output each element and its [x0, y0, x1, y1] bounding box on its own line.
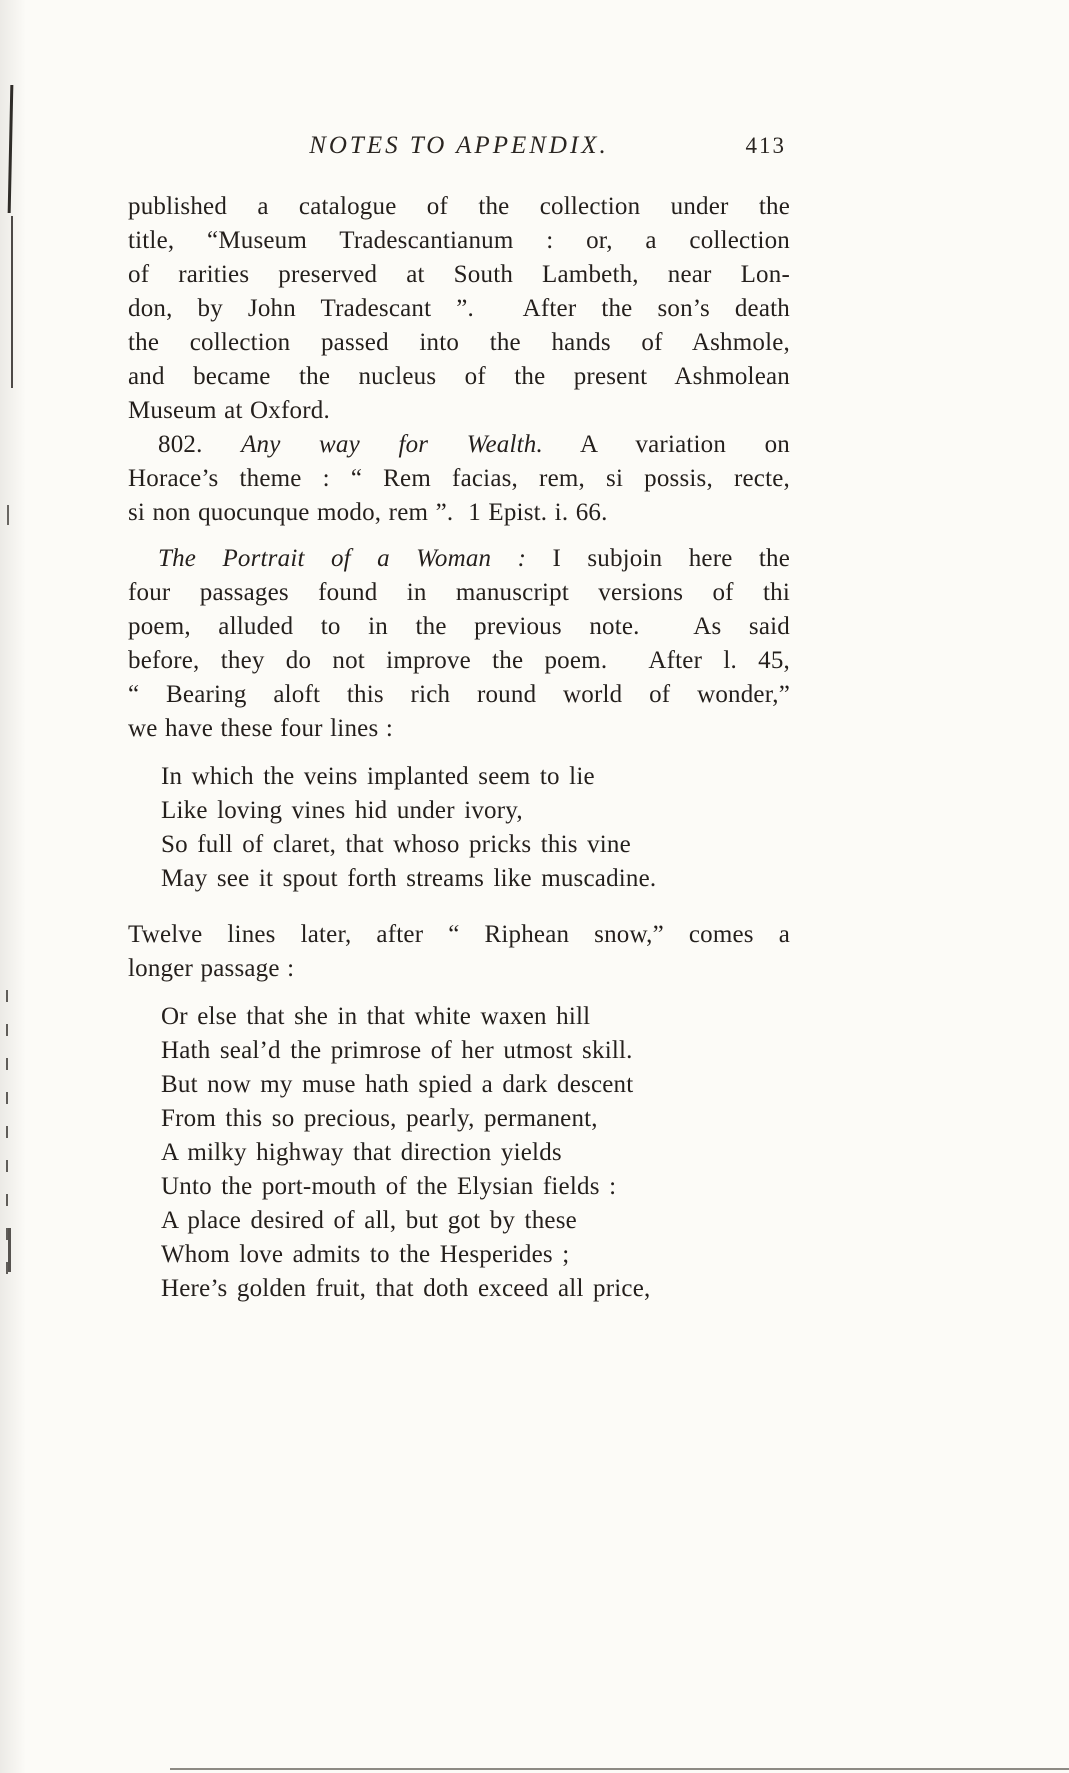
text-line: Twelve lines later, after “ Riphean snow,” comes a [128, 921, 790, 948]
scan-artifact [6, 990, 8, 1280]
scan-artifact [8, 1228, 11, 1272]
text-line: before, they do not improve the poem. After l. 45, [128, 647, 790, 674]
text-segment: A variation on [542, 431, 791, 458]
text-line: poem, alluded to in the previous note. As said [128, 613, 790, 640]
verse-line: So full of claret, that whoso pricks this vine [161, 831, 631, 858]
verse-line: Hath seal’d the primrose of her utmost skill. [161, 1037, 633, 1064]
text-segment: I subjoin here the [552, 545, 790, 572]
text-line: Museum at Oxford. [128, 397, 330, 424]
text-line: si non quocunque modo, rem ”. 1 Epist. i. 66. [128, 499, 608, 526]
note-title-italic: The Portrait of a Woman : [158, 545, 553, 572]
note-number: 802. [158, 431, 242, 458]
scan-artifact [8, 85, 14, 213]
text-line: don, by John Tradescant ”. After the son’s death [128, 295, 790, 322]
text-line: the collection passed into the hands of Ashmole, [128, 329, 790, 356]
verse-block-2 [161, 1000, 790, 1306]
verse-line: Or else that she in that white waxen hill [161, 1003, 591, 1030]
note-title-italic: Any way for Wealth. [241, 431, 543, 458]
text-line: four passages found in manuscript versions of thi [128, 579, 790, 606]
page-header [128, 132, 790, 172]
verse-block-1 [161, 760, 790, 896]
verse-line: From this so precious, pearly, permanent, [161, 1105, 598, 1132]
text-block [128, 132, 790, 1306]
verse-line: In which the veins implanted seem to lie [161, 763, 595, 790]
verse-line: Here’s golden fruit, that doth exceed all price, [161, 1275, 651, 1302]
verse-line: Whom love admits to the Hesperides ; [161, 1241, 570, 1268]
scan-edge-line [170, 1768, 1069, 1770]
paragraph-802 [128, 428, 790, 530]
text-line: Horace’s theme : “ Rem facias, rem, si possis, recte, [128, 465, 790, 492]
text-line: published a catalogue of the collection under the [128, 193, 790, 220]
text-line: and became the nucleus of the present Ashmolean [128, 363, 790, 390]
paragraph-catalogue [128, 190, 790, 428]
scan-artifact [11, 216, 13, 388]
verse-line: A place desired of all, but got by these [161, 1207, 577, 1234]
text-line: we have these four lines : [128, 715, 393, 742]
text-line: of rarities preserved at South Lambeth, near Lon- [128, 261, 790, 288]
verse-line: But now my muse hath spied a dark descent [161, 1071, 634, 1098]
verse-line: May see it spout forth streams like muscadine. [161, 865, 657, 892]
page-number: 413 [745, 133, 786, 158]
running-title: NOTES TO APPENDIX. [309, 132, 609, 159]
text-line: “ Bearing aloft this rich round world of wonder,” [128, 681, 790, 708]
verse-line: A milky highway that direction yields [161, 1139, 562, 1166]
paragraph-twelve-lines [128, 918, 790, 986]
text-line [128, 428, 790, 462]
text-line: title, “Museum Tradescantianum : or, a collection [128, 227, 790, 254]
paragraph-portrait [128, 542, 790, 746]
verse-line: Like loving vines hid under ivory, [161, 797, 523, 824]
verse-line: Unto the port-mouth of the Elysian fields : [161, 1173, 617, 1200]
text-line [128, 542, 790, 576]
scan-artifact [7, 505, 9, 525]
text-line: longer passage : [128, 955, 295, 982]
